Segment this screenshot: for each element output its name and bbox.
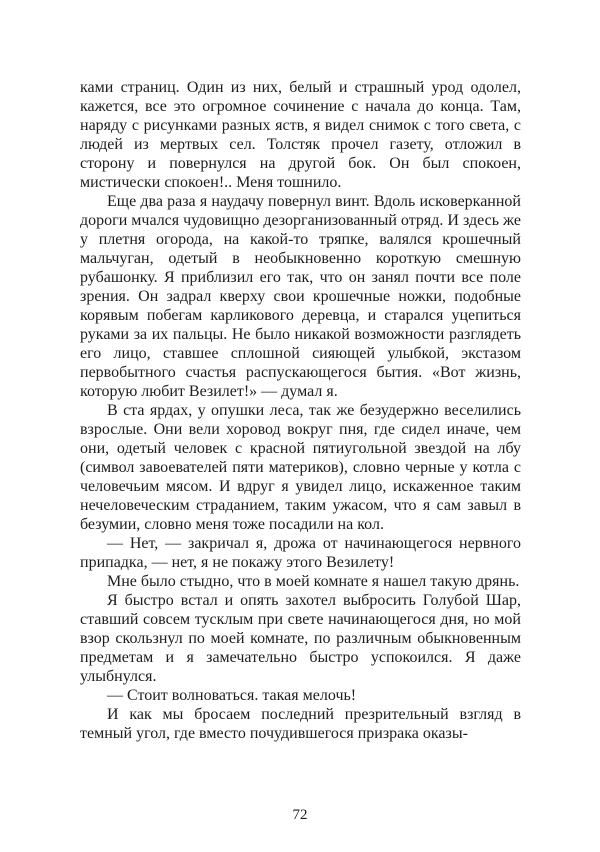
paragraph: ками страниц. Один из них, белый и страшный урод одолел, кажется, все это огромное сочинение с начала до конца. Там, наряду с рисунками разных яств, я видел снимок с того света, с людей из мертвых сел. Толстяк прочел газету, отложил в сторону и повернулся на другой бок. Он был спокоен, мистически спокоен!.. Меня тошнило. <box>80 79 521 191</box>
paragraph: В ста ярдах, у опушки леса, так же безудержно веселились взрослые. Они вели хоровод вокруг пня, где сидел иначе, чем они, одетый человек с красной пятиугольной звездой на лбу (символ завоевателей пяти материков), словно черные у котла с человечьим мясом. И вдруг я увидел лицо, искаженное таким нечеловеческим страданием, таким ужасом, что я сам завыл в безумии, словно меня тоже посадили на кол. <box>80 402 521 533</box>
paragraph: Мне было стыдно, что в моей комнате я нашел такую дрянь. <box>107 573 520 590</box>
paragraph: Еще два раза я наудачу повернул винт. Вдоль исковерканной дороги мчался чудовищно дезорганизованный отряд. И здесь же у плетня огорода, на какой-то тряпке, валялся крошечный мальчуган, одетый в необыкновенно короткую смешную рубашонку. Я приблизил его так, что он занял почти все поле зрения. Он задрал кверху свои крошечные ножки, подобные корявым побегам карликового деревца, и старался уцепиться руками за их пальцы. Не было никакой возможности разглядеть его лицо, ставшее сплошной сияющей улыбкой, экстазом первобытного счастья распускающегося бытия. «Вот жизнь, которую любит Везилет!» — думал я. <box>80 193 521 400</box>
paragraph: — Нет, — закричал я, дрожа от начинающегося нервного припадка, — нет, я не покажу этого Везилету! <box>80 535 521 571</box>
paragraph: — Стоит волноваться. такая мелочь! <box>107 687 357 704</box>
paragraph: И как мы бросаем последний презрительный взгляд в темный угол, где вместо почудившегося призрака оказы- <box>80 706 521 742</box>
paragraph: Я быстро встал и опять захотел выбросить Голубой Шар, ставший совсем тусклым при свете начинающегося дня, но мой взор скользнул по моей комнате, по различным обыкновенным предметам и я замечательно быстро успокоился. Я даже улыбнулся. <box>80 592 521 685</box>
page-number: 72 <box>292 807 308 823</box>
page-text-block <box>80 78 521 743</box>
